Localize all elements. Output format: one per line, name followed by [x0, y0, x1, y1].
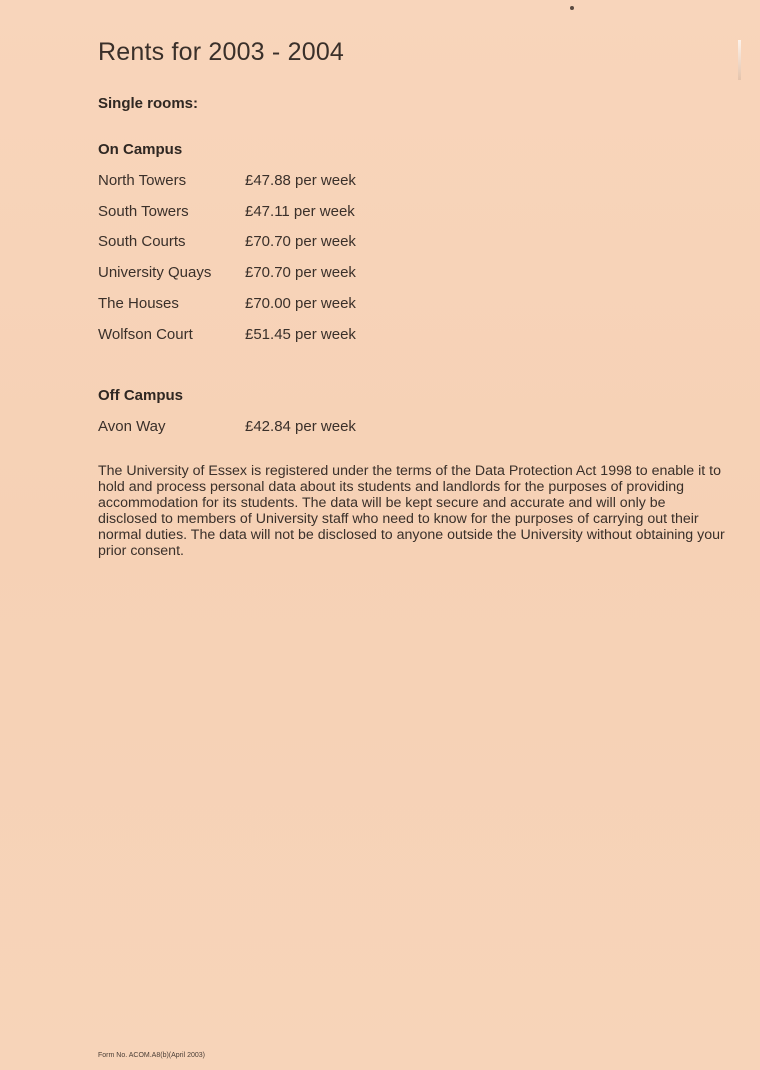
- rent-row-avon-way: [98, 418, 498, 438]
- single-rooms-heading: Single rooms:: [98, 95, 199, 112]
- rent-row-south-towers: [98, 203, 498, 223]
- residence-name: University Quays: [98, 264, 212, 281]
- off-campus-heading: Off Campus: [98, 387, 184, 404]
- data-protection-notice: The University of Essex is registered under the terms of the Data Protection Act 1998 to enable it to hold and process personal data about its students and landlords for the purposes of providing accommodation for its students. The data will be kept secure and accurate and will only be disclosed to members of University staff who need to know for the purposes of carrying out their normal duties. The data will not be disclosed to anyone outside the University without obtaining your prior consent.: [98, 463, 725, 559]
- form-number: Form No. ACOM.A8(b)(April 2003): [98, 1052, 205, 1059]
- residence-name: North Towers: [98, 172, 187, 189]
- page-title: Rents for 2003 - 2004: [98, 38, 345, 66]
- paper-edge-mark: [738, 40, 741, 80]
- residence-price: £47.11 per week: [245, 203, 355, 220]
- residence-price: £70.00 per week: [245, 295, 356, 312]
- rent-row-wolfson-court: [98, 326, 498, 346]
- residence-name: South Courts: [98, 233, 186, 250]
- residence-name: Avon Way: [98, 418, 166, 435]
- residence-price: £70.70 per week: [245, 264, 356, 281]
- residence-price: £42.84 per week: [245, 418, 356, 435]
- residence-price: £70.70 per week: [245, 233, 356, 250]
- residence-price: £51.45 per week: [245, 326, 356, 343]
- rent-row-south-courts: [98, 233, 498, 253]
- rent-row-university-quays: [98, 264, 498, 284]
- rent-row-the-houses: [98, 295, 498, 315]
- residence-name: South Towers: [98, 203, 189, 220]
- on-campus-heading: On Campus: [98, 141, 183, 158]
- paper-speck: [570, 6, 574, 10]
- residence-name: The Houses: [98, 295, 179, 312]
- residence-name: Wolfson Court: [98, 326, 193, 343]
- residence-price: £47.88 per week: [245, 172, 356, 189]
- rent-row-north-towers: [98, 172, 498, 192]
